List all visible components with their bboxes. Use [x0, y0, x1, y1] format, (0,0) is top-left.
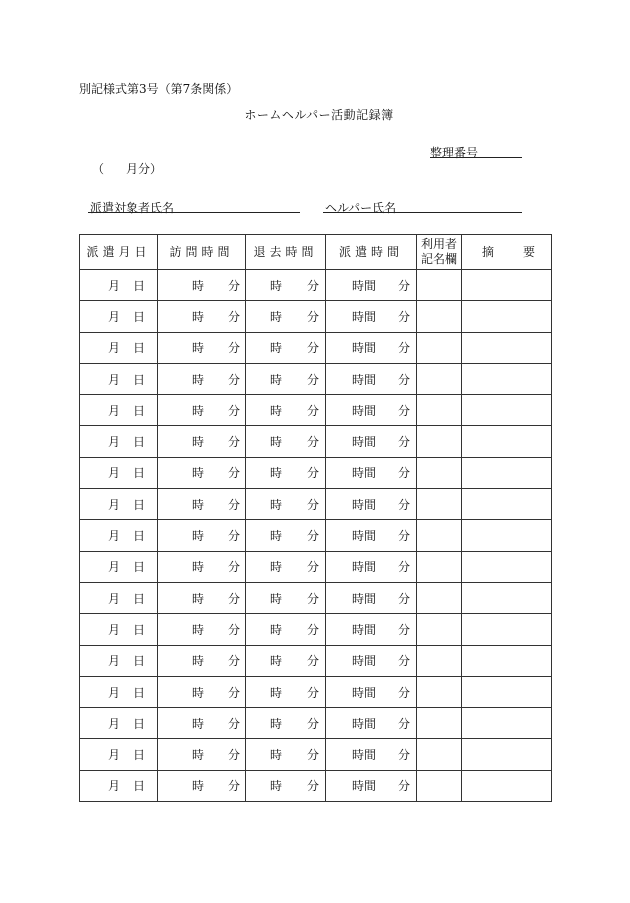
- user-signature-cell[interactable]: [417, 270, 462, 301]
- duration-cell[interactable]: 時間 分: [326, 739, 417, 770]
- leave-time-cell[interactable]: 時 分: [246, 739, 326, 770]
- header-user-signature: 利用者 記名欄: [417, 235, 462, 270]
- duration-cell[interactable]: 時間 分: [326, 457, 417, 488]
- remarks-cell[interactable]: [462, 708, 552, 739]
- remarks-cell[interactable]: [462, 739, 552, 770]
- table-row: [80, 301, 552, 332]
- table-row: [80, 708, 552, 739]
- table-row: [80, 270, 552, 301]
- visit-time-cell[interactable]: 時 分: [158, 457, 246, 488]
- user-signature-cell[interactable]: [417, 676, 462, 707]
- visit-time-cell[interactable]: 時 分: [158, 426, 246, 457]
- table-row: [80, 551, 552, 582]
- table-row: [80, 676, 552, 707]
- duration-cell[interactable]: 時間 分: [326, 395, 417, 426]
- visit-time-cell[interactable]: 時 分: [158, 551, 246, 582]
- date-cell[interactable]: 月 日: [80, 645, 158, 676]
- page-title: ホームヘルパー活動記録簿: [244, 108, 394, 122]
- helper-name-field[interactable]: [323, 212, 522, 213]
- date-cell[interactable]: 月 日: [80, 332, 158, 363]
- user-signature-cell[interactable]: [417, 301, 462, 332]
- user-signature-cell[interactable]: [417, 489, 462, 520]
- table-row: [80, 457, 552, 488]
- remarks-cell[interactable]: [462, 426, 552, 457]
- date-cell[interactable]: 月 日: [80, 551, 158, 582]
- leave-time-cell[interactable]: 時 分: [246, 395, 326, 426]
- seiri-number-field[interactable]: [430, 157, 522, 158]
- visit-time-cell[interactable]: 時 分: [158, 614, 246, 645]
- remarks-cell[interactable]: [462, 520, 552, 551]
- header-duration: 派遣時間: [326, 235, 417, 270]
- duration-cell[interactable]: 時間 分: [326, 270, 417, 301]
- helper-name-label: ヘルパー氏名: [325, 201, 397, 215]
- visit-time-cell[interactable]: 時 分: [158, 270, 246, 301]
- duration-cell[interactable]: 時間 分: [326, 770, 417, 801]
- leave-time-cell[interactable]: 時 分: [246, 645, 326, 676]
- visit-time-cell[interactable]: 時 分: [158, 332, 246, 363]
- visit-time-cell[interactable]: 時 分: [158, 301, 246, 332]
- remarks-cell[interactable]: [462, 395, 552, 426]
- table-row: [80, 489, 552, 520]
- target-name-field[interactable]: [88, 212, 300, 213]
- leave-time-cell[interactable]: 時 分: [246, 614, 326, 645]
- leave-time-cell[interactable]: 時 分: [246, 363, 326, 394]
- remarks-cell[interactable]: [462, 489, 552, 520]
- visit-time-cell[interactable]: 時 分: [158, 520, 246, 551]
- user-signature-cell[interactable]: [417, 520, 462, 551]
- header-visit-time: 訪問時間: [158, 235, 246, 270]
- month-open-paren: （: [92, 162, 105, 176]
- leave-time-cell[interactable]: 時 分: [246, 332, 326, 363]
- leave-time-cell[interactable]: 時 分: [246, 708, 326, 739]
- month-label: 月分）: [126, 162, 163, 176]
- remarks-cell[interactable]: [462, 270, 552, 301]
- date-cell[interactable]: 月 日: [80, 520, 158, 551]
- user-signature-cell[interactable]: [417, 363, 462, 394]
- table-row: [80, 614, 552, 645]
- remarks-cell[interactable]: [462, 582, 552, 613]
- user-signature-cell[interactable]: [417, 457, 462, 488]
- duration-cell[interactable]: 時間 分: [326, 332, 417, 363]
- table-row: [80, 645, 552, 676]
- leave-time-cell[interactable]: 時 分: [246, 551, 326, 582]
- remarks-cell[interactable]: [462, 770, 552, 801]
- leave-time-cell[interactable]: 時 分: [246, 582, 326, 613]
- visit-time-cell[interactable]: 時 分: [158, 676, 246, 707]
- header-remarks: 摘 要: [462, 235, 552, 270]
- visit-time-cell[interactable]: 時 分: [158, 645, 246, 676]
- duration-cell[interactable]: 時間 分: [326, 645, 417, 676]
- visit-time-cell[interactable]: 時 分: [158, 582, 246, 613]
- date-cell[interactable]: 月 日: [80, 457, 158, 488]
- table-row: [80, 363, 552, 394]
- duration-cell[interactable]: 時間 分: [326, 520, 417, 551]
- table-row: [80, 426, 552, 457]
- user-signature-cell[interactable]: [417, 332, 462, 363]
- duration-cell[interactable]: 時間 分: [326, 614, 417, 645]
- form-number: 別記様式第3号（第7条関係）: [79, 82, 239, 96]
- duration-cell[interactable]: 時間 分: [326, 708, 417, 739]
- month-field[interactable]: [92, 160, 162, 177]
- user-signature-cell[interactable]: [417, 582, 462, 613]
- date-cell[interactable]: 月 日: [80, 582, 158, 613]
- table-row: [80, 332, 552, 363]
- visit-time-cell[interactable]: 時 分: [158, 708, 246, 739]
- remarks-cell[interactable]: [462, 645, 552, 676]
- remarks-cell[interactable]: [462, 676, 552, 707]
- remarks-cell[interactable]: [462, 363, 552, 394]
- date-cell[interactable]: 月 日: [80, 676, 158, 707]
- user-signature-cell[interactable]: [417, 426, 462, 457]
- remarks-cell[interactable]: [462, 551, 552, 582]
- remarks-cell[interactable]: [462, 332, 552, 363]
- table-header-row: [80, 235, 552, 270]
- duration-cell[interactable]: 時間 分: [326, 489, 417, 520]
- leave-time-cell[interactable]: 時 分: [246, 489, 326, 520]
- duration-cell[interactable]: 時間 分: [326, 582, 417, 613]
- header-leave-time: 退去時間: [246, 235, 326, 270]
- user-signature-cell[interactable]: [417, 614, 462, 645]
- visit-time-cell[interactable]: 時 分: [158, 489, 246, 520]
- remarks-cell[interactable]: [462, 614, 552, 645]
- leave-time-cell[interactable]: 時 分: [246, 301, 326, 332]
- user-signature-cell[interactable]: [417, 708, 462, 739]
- date-cell[interactable]: 月 日: [80, 270, 158, 301]
- target-name-label: 派遣対象者氏名: [90, 201, 175, 215]
- date-cell[interactable]: 月 日: [80, 489, 158, 520]
- leave-time-cell[interactable]: 時 分: [246, 426, 326, 457]
- visit-time-cell[interactable]: 時 分: [158, 395, 246, 426]
- visit-time-cell[interactable]: 時 分: [158, 363, 246, 394]
- duration-cell[interactable]: 時間 分: [326, 426, 417, 457]
- duration-cell[interactable]: 時間 分: [326, 301, 417, 332]
- duration-cell[interactable]: 時間 分: [326, 676, 417, 707]
- leave-time-cell[interactable]: 時 分: [246, 676, 326, 707]
- visit-time-cell[interactable]: 時 分: [158, 770, 246, 801]
- seiri-number-label: 整理番号: [430, 146, 479, 160]
- user-signature-cell[interactable]: [417, 395, 462, 426]
- date-cell[interactable]: 月 日: [80, 614, 158, 645]
- table-row: [80, 770, 552, 801]
- date-cell[interactable]: 月 日: [80, 739, 158, 770]
- date-cell[interactable]: 月 日: [80, 363, 158, 394]
- table-row: [80, 395, 552, 426]
- date-cell[interactable]: 月 日: [80, 708, 158, 739]
- duration-cell[interactable]: 時間 分: [326, 551, 417, 582]
- leave-time-cell[interactable]: 時 分: [246, 770, 326, 801]
- leave-time-cell[interactable]: 時 分: [246, 270, 326, 301]
- remarks-cell[interactable]: [462, 301, 552, 332]
- visit-time-cell[interactable]: 時 分: [158, 739, 246, 770]
- user-signature-cell[interactable]: [417, 739, 462, 770]
- date-cell[interactable]: 月 日: [80, 301, 158, 332]
- table-row: [80, 520, 552, 551]
- duration-cell[interactable]: 時間 分: [326, 363, 417, 394]
- leave-time-cell[interactable]: 時 分: [246, 520, 326, 551]
- table-row: [80, 739, 552, 770]
- header-date: 派遣月日: [80, 235, 158, 270]
- table-row: [80, 582, 552, 613]
- date-cell[interactable]: 月 日: [80, 426, 158, 457]
- date-cell[interactable]: 月 日: [80, 395, 158, 426]
- date-cell[interactable]: 月 日: [80, 770, 158, 801]
- leave-time-cell[interactable]: 時 分: [246, 457, 326, 488]
- user-signature-cell[interactable]: [417, 551, 462, 582]
- remarks-cell[interactable]: [462, 457, 552, 488]
- user-signature-cell[interactable]: [417, 645, 462, 676]
- activity-record-table: [79, 234, 552, 802]
- user-signature-cell[interactable]: [417, 770, 462, 801]
